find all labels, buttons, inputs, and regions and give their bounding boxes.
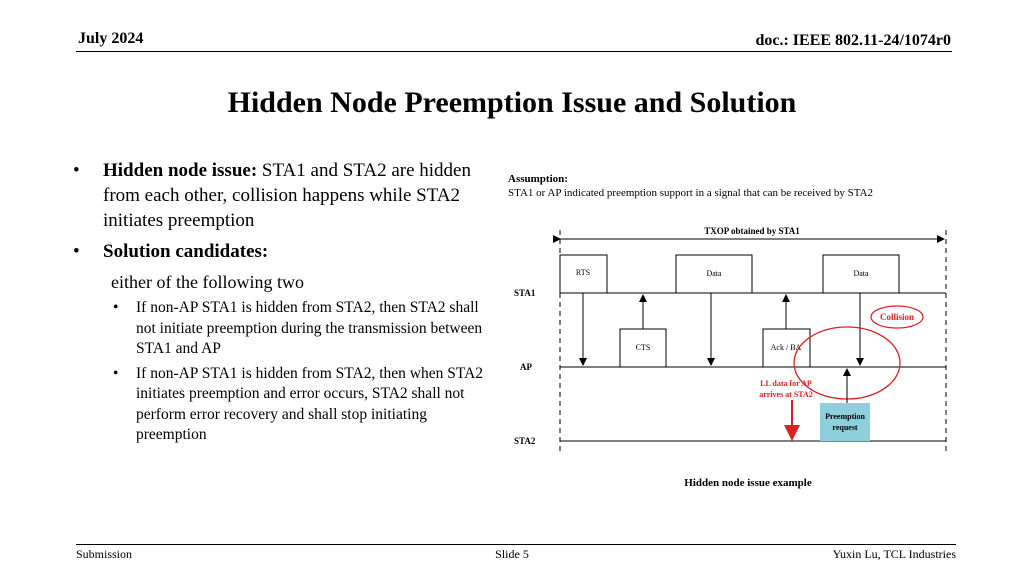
sub-bullet-1 bbox=[73, 298, 493, 360]
bullet-list bbox=[73, 158, 493, 450]
ll-data-note-line1: LL data for AP bbox=[760, 379, 812, 388]
ack-ba-label: Ack / BA bbox=[770, 343, 802, 352]
footer-author: Yuxin Lu, TCL Industries bbox=[832, 547, 956, 561]
row-label-sta1: STA1 bbox=[514, 288, 536, 298]
row-label-sta2: STA2 bbox=[514, 436, 536, 446]
cts-label: CTS bbox=[635, 343, 651, 352]
diagram-caption: Hidden node issue example bbox=[684, 477, 812, 489]
header-doc-id: doc.: IEEE 802.11-24/1074r0 bbox=[755, 32, 951, 49]
footer-rule bbox=[76, 544, 956, 545]
rts-label: RTS bbox=[575, 268, 591, 277]
issue-label: Hidden node issue: bbox=[103, 160, 258, 181]
bullet-dot: • bbox=[113, 299, 119, 316]
data-frame-1-label: Data bbox=[706, 269, 722, 278]
sub-bullet-2-text: If non-AP STA1 is hidden from STA2, then when STA2 initiates preemption and error occurs, STA2 shall not perform error recovery and shall stop initiating preemption bbox=[136, 364, 484, 443]
issue-text: STA1 and STA2 are hidden from each other, collision happens while STA2 initiates preemption bbox=[103, 160, 471, 231]
footer-submission: Submission bbox=[76, 547, 133, 561]
slide-title: Hidden Node Preemption Issue and Solution bbox=[227, 86, 797, 119]
hidden-node-diagram bbox=[500, 220, 960, 500]
ll-data-note-line2: arrives at STA2 bbox=[759, 390, 813, 399]
solution-intro: either of the following two bbox=[111, 272, 304, 292]
bullet-dot: • bbox=[113, 364, 119, 382]
bullet-solution-candidates bbox=[73, 239, 493, 264]
sub-bullet-1-text: If non-AP STA1 is hidden from STA2, then STA2 shall not initiate preemption during the transmission between STA1 and AP bbox=[136, 299, 483, 357]
bullet-dot: • bbox=[73, 160, 80, 181]
row-label-ap: AP bbox=[520, 362, 532, 372]
data-frame-2-label: Data bbox=[853, 269, 869, 278]
header-date: July 2024 bbox=[78, 30, 144, 47]
header-rule bbox=[76, 51, 952, 52]
bullet-dot: • bbox=[73, 241, 80, 262]
collision-label: Collision bbox=[879, 312, 915, 322]
bullet-hidden-node-issue bbox=[73, 158, 493, 233]
assumption-text: STA1 or AP indicated preemption support in a signal that can be received by STA2 bbox=[508, 187, 874, 199]
assumption-block bbox=[508, 172, 873, 200]
footer-slide-number: Slide 5 bbox=[495, 547, 529, 561]
sub-bullet-2 bbox=[73, 364, 493, 446]
solution-label: Solution candidates: bbox=[103, 241, 269, 262]
assumption-label: Assumption: bbox=[508, 173, 568, 185]
preemption-request-frame bbox=[820, 403, 870, 441]
txop-label: TXOP obtained by STA1 bbox=[704, 226, 800, 236]
preemption-label-line2: request bbox=[832, 423, 858, 432]
preemption-label-line1: Preemption bbox=[825, 412, 865, 421]
